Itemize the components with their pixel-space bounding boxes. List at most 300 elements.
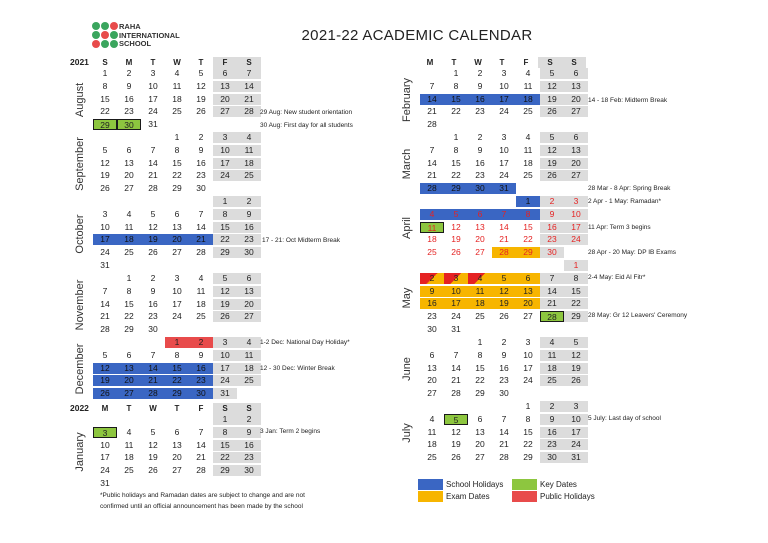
day-march-29: 29: [444, 183, 468, 194]
day-december-14: 14: [141, 363, 165, 374]
weekday-sat: S: [213, 403, 237, 414]
day-february-7: 7: [429, 80, 435, 91]
note-spring-break: 28 Mar - 8 Apr: Spring Break: [588, 185, 671, 192]
day-july-10: 10: [564, 414, 588, 425]
day-june-2: 2: [501, 337, 507, 347]
day-april-2: 2: [540, 196, 564, 207]
day-december-25: 25: [237, 375, 261, 386]
legend-label-public-holidays: Public Holidays: [540, 492, 595, 501]
month-label-april: April: [401, 216, 413, 240]
day-july-11: 11: [427, 426, 437, 437]
day-july-23: 23: [540, 439, 564, 450]
day-february-26: 26: [540, 106, 564, 117]
day-december-2: 2: [189, 337, 213, 348]
weekday-fri: F: [213, 57, 237, 68]
day-december-15: 15: [165, 363, 189, 374]
day-september-3: 3: [213, 132, 237, 143]
day-january-20: 20: [172, 452, 182, 463]
day-december-27: 27: [117, 388, 141, 399]
day-june-29: 29: [475, 388, 485, 399]
day-january-21: 21: [196, 452, 206, 463]
day-november-6: 6: [237, 273, 261, 284]
day-april-4: 4: [420, 209, 444, 220]
day-march-28: 28: [420, 183, 444, 194]
day-october-29: 29: [213, 247, 237, 258]
day-september-20: 20: [124, 170, 134, 181]
day-july-21: 21: [499, 439, 509, 450]
day-july-3: 3: [564, 401, 588, 412]
day-september-5: 5: [102, 144, 108, 155]
month-label-july: July: [401, 423, 413, 443]
day-march-23: 23: [475, 170, 485, 181]
month-label-october: October: [74, 214, 86, 254]
day-april-5: 5: [444, 209, 468, 220]
month-label-february: February: [401, 77, 413, 123]
day-june-14: 14: [451, 362, 461, 373]
day-july-22: 22: [523, 439, 533, 450]
day-april-12: 12: [451, 221, 461, 232]
day-november-20: 20: [237, 299, 261, 310]
day-february-28: 28: [427, 119, 437, 130]
day-january-6: 6: [174, 426, 180, 437]
day-august-22: 22: [100, 106, 110, 117]
day-may-20: 20: [516, 298, 540, 309]
day-january-18: 18: [124, 452, 134, 463]
day-june-6: 6: [429, 349, 435, 360]
day-may-28: 28: [540, 311, 564, 322]
day-june-3: 3: [525, 337, 531, 347]
day-september-24: 24: [213, 170, 237, 181]
day-may-24: 24: [451, 311, 461, 322]
day-december-3: 3: [213, 337, 237, 348]
day-december-5: 5: [102, 349, 108, 360]
day-december-12: 12: [93, 363, 117, 374]
day-october-18: 18: [117, 234, 141, 245]
weekday-sat: S: [538, 57, 562, 68]
day-august-6: 6: [213, 68, 237, 79]
day-february-8: 8: [453, 80, 459, 91]
day-april-11: 11: [420, 222, 444, 233]
day-july-25: 25: [427, 452, 437, 463]
day-october-31: 31: [100, 260, 110, 270]
day-august-14: 14: [237, 81, 261, 92]
day-april-8: 8: [516, 209, 540, 220]
day-august-26: 26: [196, 106, 206, 117]
day-september-18: 18: [237, 158, 261, 169]
day-june-1: 1: [477, 337, 483, 347]
day-february-1: 1: [453, 68, 459, 78]
day-april-15: 15: [523, 221, 533, 232]
day-december-16: 16: [189, 363, 213, 374]
day-november-26: 26: [213, 311, 237, 322]
day-january-31: 31: [100, 478, 110, 488]
day-march-30: 30: [468, 183, 492, 194]
day-november-13: 13: [237, 286, 261, 297]
day-january-8: 8: [213, 427, 237, 438]
day-february-10: 10: [499, 80, 509, 91]
day-may-27: 27: [523, 311, 533, 322]
day-april-13: 13: [475, 221, 485, 232]
day-july-16: 16: [540, 427, 564, 438]
day-june-23: 23: [499, 375, 509, 386]
day-january-29: 29: [213, 465, 237, 476]
day-february-13: 13: [564, 81, 588, 92]
day-june-18: 18: [540, 363, 564, 374]
day-october-11: 11: [124, 221, 134, 232]
day-march-9: 9: [477, 144, 483, 155]
day-march-26: 26: [540, 170, 564, 181]
weekday-thu: T: [499, 58, 505, 67]
day-september-2: 2: [198, 132, 204, 142]
day-july-1: 1: [525, 401, 531, 411]
day-april-26: 26: [451, 247, 461, 258]
day-june-15: 15: [475, 362, 485, 373]
day-january-4: 4: [126, 426, 132, 437]
day-february-9: 9: [477, 80, 483, 91]
day-february-20: 20: [564, 94, 588, 105]
day-august-23: 23: [124, 106, 134, 117]
day-november-24: 24: [172, 311, 182, 322]
day-december-7: 7: [150, 349, 156, 360]
day-september-11: 11: [237, 145, 261, 156]
day-april-19: 19: [451, 234, 461, 245]
day-march-25: 25: [523, 170, 533, 181]
day-august-29: 29: [93, 119, 117, 130]
day-october-22: 22: [213, 234, 237, 245]
legend-label-exam-dates: Exam Dates: [446, 492, 490, 501]
day-june-26: 26: [564, 375, 588, 386]
day-may-31: 31: [451, 324, 461, 334]
day-january-15: 15: [213, 440, 237, 451]
day-july-27: 27: [475, 452, 485, 463]
day-august-30: 30: [117, 119, 141, 130]
day-june-21: 21: [451, 375, 461, 386]
day-july-26: 26: [451, 452, 461, 463]
day-march-19: 19: [540, 158, 564, 169]
day-april-3: 3: [564, 196, 588, 207]
day-september-15: 15: [172, 157, 182, 168]
day-december-19: 19: [93, 375, 117, 386]
day-november-16: 16: [148, 298, 158, 309]
day-july-17: 17: [564, 427, 588, 438]
day-august-2: 2: [126, 68, 132, 78]
day-may-30: 30: [427, 324, 437, 334]
day-october-7: 7: [198, 208, 204, 219]
note-aug-first-day: 30 Aug: First day for all students: [260, 122, 353, 129]
note-eid: 2-4 May: Eid Al Fitr*: [588, 274, 646, 281]
month-label-march: March: [401, 148, 413, 180]
day-march-16: 16: [475, 157, 485, 168]
day-april-21: 21: [499, 234, 509, 245]
day-november-23: 23: [148, 311, 158, 322]
day-october-27: 27: [172, 247, 182, 258]
day-may-14: 14: [540, 286, 564, 297]
footnote-line-1: *Public holidays and Ramadan dates are subject to change and are not: [100, 492, 305, 499]
day-february-14: 14: [420, 94, 444, 105]
day-january-11: 11: [124, 439, 134, 450]
day-march-3: 3: [501, 132, 507, 142]
note-ramadan: 2 Apr - 1 May: Ramadan*: [588, 198, 661, 205]
day-november-14: 14: [100, 298, 110, 309]
day-april-7: 7: [492, 209, 516, 220]
day-may-23: 23: [427, 311, 437, 322]
day-november-9: 9: [150, 285, 156, 296]
day-december-22: 22: [165, 375, 189, 386]
day-july-19: 19: [451, 439, 461, 450]
day-august-27: 27: [213, 106, 237, 117]
legend-swatch-key-dates: [512, 479, 537, 490]
day-october-15: 15: [213, 222, 237, 233]
day-september-13: 13: [124, 157, 134, 168]
day-january-27: 27: [172, 465, 182, 476]
day-september-14: 14: [148, 157, 158, 168]
day-february-25: 25: [523, 106, 533, 117]
day-june-10: 10: [523, 349, 533, 360]
day-november-19: 19: [213, 299, 237, 310]
day-june-22: 22: [475, 375, 485, 386]
day-february-12: 12: [540, 81, 564, 92]
day-april-28: 28: [492, 247, 516, 258]
legend-swatch-public-holidays: [512, 491, 537, 502]
day-december-8: 8: [174, 349, 180, 360]
day-august-20: 20: [213, 94, 237, 105]
note-last-day: 5 July: Last day of school: [588, 415, 661, 422]
note-feb-midterm: 14 - 18 Feb: Midterm Break: [588, 97, 668, 104]
month-label-september: September: [74, 137, 86, 191]
day-july-6: 6: [477, 413, 483, 424]
day-march-7: 7: [429, 144, 435, 155]
day-november-4: 4: [198, 273, 204, 283]
day-september-1: 1: [174, 132, 180, 142]
day-november-7: 7: [102, 285, 108, 296]
day-september-12: 12: [100, 157, 110, 168]
day-october-3: 3: [102, 208, 108, 219]
weekday-thu: T: [198, 58, 204, 67]
day-august-24: 24: [148, 106, 158, 117]
day-november-15: 15: [124, 298, 134, 309]
weekday-sun: S: [562, 57, 586, 68]
day-october-1: 1: [213, 196, 237, 207]
day-march-27: 27: [564, 170, 588, 181]
weekday-tue: T: [150, 58, 156, 67]
day-may-21: 21: [540, 298, 564, 309]
day-january-14: 14: [196, 439, 206, 450]
day-february-16: 16: [468, 94, 492, 105]
day-october-2: 2: [237, 196, 261, 207]
day-september-23: 23: [196, 170, 206, 181]
weekday-mon: M: [125, 58, 133, 67]
day-december-20: 20: [117, 375, 141, 386]
day-october-6: 6: [174, 208, 180, 219]
day-march-22: 22: [451, 170, 461, 181]
day-january-10: 10: [100, 439, 110, 450]
day-october-20: 20: [165, 234, 189, 245]
day-september-21: 21: [148, 170, 158, 181]
day-august-12: 12: [196, 80, 206, 91]
day-january-7: 7: [198, 426, 204, 437]
day-october-14: 14: [196, 221, 206, 232]
day-september-8: 8: [174, 144, 180, 155]
day-january-26: 26: [148, 465, 158, 476]
day-march-8: 8: [453, 144, 459, 155]
note-jan-term2: 3 Jan: Term 2 begins: [260, 428, 321, 435]
logo-line-1: RAHA: [119, 22, 141, 31]
day-february-5: 5: [540, 68, 564, 79]
day-november-8: 8: [126, 285, 132, 296]
day-april-16: 16: [540, 222, 564, 233]
day-october-8: 8: [213, 209, 237, 220]
day-december-24: 24: [213, 375, 237, 386]
weekday-fri: F: [523, 58, 529, 67]
day-july-2: 2: [540, 401, 564, 412]
day-november-28: 28: [100, 324, 110, 335]
day-december-31: 31: [213, 388, 237, 399]
day-november-18: 18: [196, 298, 206, 309]
day-september-7: 7: [150, 144, 156, 155]
day-july-12: 12: [451, 426, 461, 437]
day-june-16: 16: [499, 362, 509, 373]
day-january-23: 23: [237, 452, 261, 463]
day-may-8: 8: [564, 273, 588, 284]
day-february-3: 3: [501, 68, 507, 78]
day-july-7: 7: [501, 413, 507, 424]
day-april-22: 22: [523, 234, 533, 245]
day-march-1: 1: [453, 132, 459, 142]
note-dp-exams: 28 Apr - 20 May: DP IB Exams: [588, 249, 677, 256]
day-january-12: 12: [148, 439, 158, 450]
day-november-10: 10: [172, 285, 182, 296]
day-march-10: 10: [499, 144, 509, 155]
day-january-9: 9: [237, 427, 261, 438]
day-march-6: 6: [564, 132, 588, 143]
day-september-16: 16: [196, 157, 206, 168]
day-july-9: 9: [540, 414, 564, 425]
day-february-23: 23: [475, 106, 485, 117]
month-label-november: November: [74, 279, 86, 331]
day-january-16: 16: [237, 440, 261, 451]
day-may-15: 15: [564, 286, 588, 297]
day-august-31: 31: [148, 119, 158, 130]
day-january-13: 13: [172, 439, 182, 450]
day-may-13: 13: [516, 286, 540, 297]
day-december-30: 30: [189, 388, 213, 399]
day-march-4: 4: [525, 132, 531, 142]
day-may-17: 17: [444, 298, 468, 309]
day-may-16: 16: [420, 298, 444, 309]
day-october-24: 24: [100, 247, 110, 258]
day-april-9: 9: [540, 209, 564, 220]
day-january-30: 30: [237, 465, 261, 476]
day-june-4: 4: [540, 337, 564, 348]
day-october-5: 5: [150, 208, 156, 219]
day-december-10: 10: [213, 350, 237, 361]
day-april-30: 30: [540, 247, 564, 258]
day-july-30: 30: [540, 452, 564, 463]
day-november-11: 11: [196, 285, 206, 296]
day-april-29: 29: [516, 247, 540, 258]
day-january-28: 28: [196, 465, 206, 476]
day-august-9: 9: [126, 80, 132, 91]
day-october-13: 13: [172, 221, 182, 232]
day-august-15: 15: [100, 93, 110, 104]
day-october-10: 10: [100, 221, 110, 232]
day-december-18: 18: [237, 363, 261, 374]
day-august-10: 10: [148, 80, 158, 91]
day-may-2: 2: [420, 273, 444, 284]
day-april-17: 17: [564, 222, 588, 233]
day-february-22: 22: [451, 106, 461, 117]
day-december-29: 29: [165, 388, 189, 399]
day-may-18: 18: [468, 298, 492, 309]
day-october-4: 4: [126, 208, 132, 219]
day-may-4: 4: [468, 273, 492, 284]
day-june-5: 5: [564, 337, 588, 348]
weekday-tue: T: [126, 404, 132, 413]
year-label-2021: 2021: [70, 57, 89, 67]
day-december-28: 28: [141, 388, 165, 399]
day-january-17: 17: [100, 452, 110, 463]
day-october-30: 30: [237, 247, 261, 258]
month-label-august: August: [74, 82, 86, 118]
footnote: [100, 491, 305, 512]
day-april-1: 1: [516, 196, 540, 207]
day-april-27: 27: [475, 247, 485, 258]
day-august-16: 16: [124, 93, 134, 104]
day-july-18: 18: [427, 439, 437, 450]
day-august-18: 18: [172, 93, 182, 104]
day-september-22: 22: [172, 170, 182, 181]
day-january-1: 1: [213, 414, 237, 425]
day-june-25: 25: [540, 375, 564, 386]
footnote-line-2: confirmed until an official announcement has been made by the school: [100, 502, 303, 510]
day-april-10: 10: [564, 209, 588, 220]
day-july-5: 5: [444, 414, 468, 425]
month-label-june: June: [401, 357, 413, 381]
day-march-14: 14: [427, 157, 437, 168]
day-january-2: 2: [237, 414, 261, 425]
day-march-2: 2: [477, 132, 483, 142]
day-august-11: 11: [172, 80, 182, 91]
month-label-january: January: [74, 432, 86, 472]
day-february-18: 18: [516, 94, 540, 105]
note-term3: 11 Apr: Term 3 begins: [588, 224, 651, 231]
day-march-24: 24: [499, 170, 509, 181]
day-october-23: 23: [237, 234, 261, 245]
day-june-13: 13: [427, 362, 437, 373]
day-january-3: 3: [93, 427, 117, 438]
day-august-1: 1: [102, 68, 108, 78]
day-june-24: 24: [523, 375, 533, 386]
note-aug-orientation: 29 Aug: New student orientation: [260, 109, 353, 116]
day-november-30: 30: [148, 324, 158, 335]
day-may-6: 6: [516, 273, 540, 284]
day-september-30: 30: [196, 183, 206, 194]
day-february-24: 24: [499, 106, 509, 117]
weekday-mon: M: [101, 404, 109, 413]
day-july-8: 8: [525, 413, 531, 424]
day-october-17: 17: [93, 234, 117, 245]
day-december-4: 4: [237, 337, 261, 348]
day-september-29: 29: [172, 183, 182, 194]
day-june-9: 9: [501, 349, 507, 360]
day-april-24: 24: [564, 234, 588, 245]
day-december-9: 9: [198, 349, 204, 360]
day-may-12: 12: [492, 286, 516, 297]
day-november-29: 29: [124, 324, 134, 335]
day-october-21: 21: [189, 234, 213, 245]
legend-label-school-holidays: School Holidays: [446, 480, 504, 489]
day-november-25: 25: [196, 311, 206, 322]
